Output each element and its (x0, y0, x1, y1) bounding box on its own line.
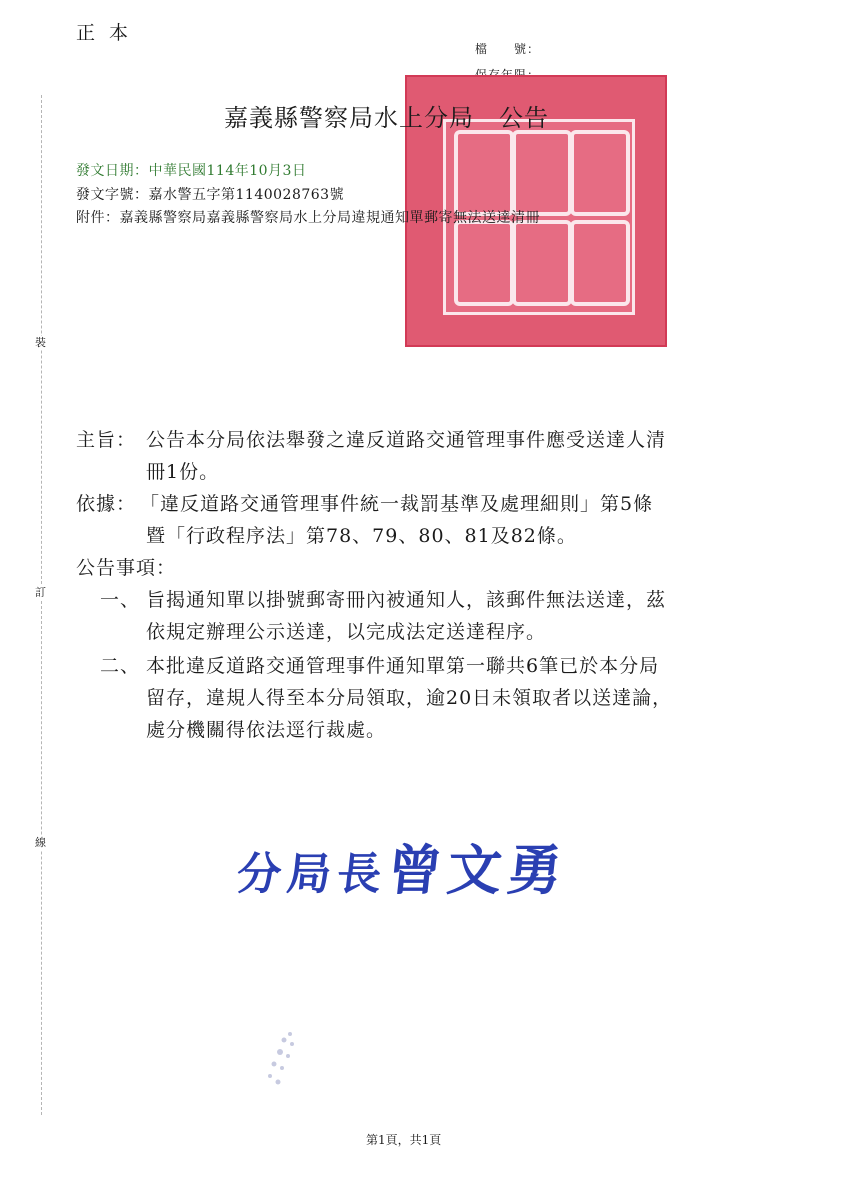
binding-mark: 訂 (35, 586, 46, 599)
seal-glyph (454, 220, 514, 306)
item-text: 依規定辦理公示送達，以完成法定送達程序。 (146, 621, 547, 643)
basis-text: 暨「行政程序法」第78、79、80、81及82條。 (146, 525, 577, 547)
seal-glyph (454, 130, 514, 216)
signature-name: 曾文勇 (384, 838, 571, 902)
binding-dashed-line (41, 95, 42, 1115)
item-text: 本批違反道路交通管理事件通知單第一聯共6筆已於本分局 (146, 655, 660, 677)
seal-glyph (570, 220, 630, 306)
item-text: 留存，違規人得至本分局領取，逾20日未領取者以送達論， (146, 687, 673, 709)
scan-smudge (262, 1028, 302, 1090)
item-number: 一、 (100, 589, 141, 611)
item-text: 處分機關得依法逕行裁處。 (146, 719, 387, 741)
basis-text: 「違反道路交通管理事件統一裁罰基準及處理細則」第5條 (140, 493, 654, 515)
basis-label: 依據： (76, 493, 137, 515)
item-number: 二、 (100, 655, 141, 677)
seal-glyph (570, 130, 630, 216)
binding-mark: 裝 (35, 336, 46, 349)
original-copy-mark: 正本 (76, 22, 143, 44)
seal-glyph (512, 220, 572, 306)
purpose-text: 公告本分局依法舉發之違反道路交通管理事件應受送達人清 (146, 429, 667, 451)
purpose-label: 主旨： (76, 429, 137, 451)
purpose-text: 冊1份。 (146, 461, 220, 483)
file-number-label: 檔 號： (475, 42, 541, 56)
signature-title: 分局長 (234, 849, 390, 900)
attachment-line: 附件：嘉義縣警察局嘉義縣警察局水上分局違規通知單郵寄無法送達清冊 (76, 210, 540, 226)
item-text: 旨揭通知單以掛號郵寄冊內被通知人，該郵件無法送達，茲 (146, 589, 667, 611)
announcement-items-label: 公告事項： (76, 557, 177, 579)
binding-mark: 線 (35, 836, 46, 849)
page-footer: 第1頁，共1頁 (366, 1133, 442, 1147)
document-title: 嘉義縣警察局水上分局 公告 (224, 104, 549, 132)
document-number: 發文字號：嘉水警五字第1140028763號 (76, 187, 345, 203)
director-signature-stamp (234, 828, 572, 905)
issue-date: 發文日期：中華民國114年10月3日 (76, 163, 307, 179)
seal-glyph (512, 130, 572, 216)
